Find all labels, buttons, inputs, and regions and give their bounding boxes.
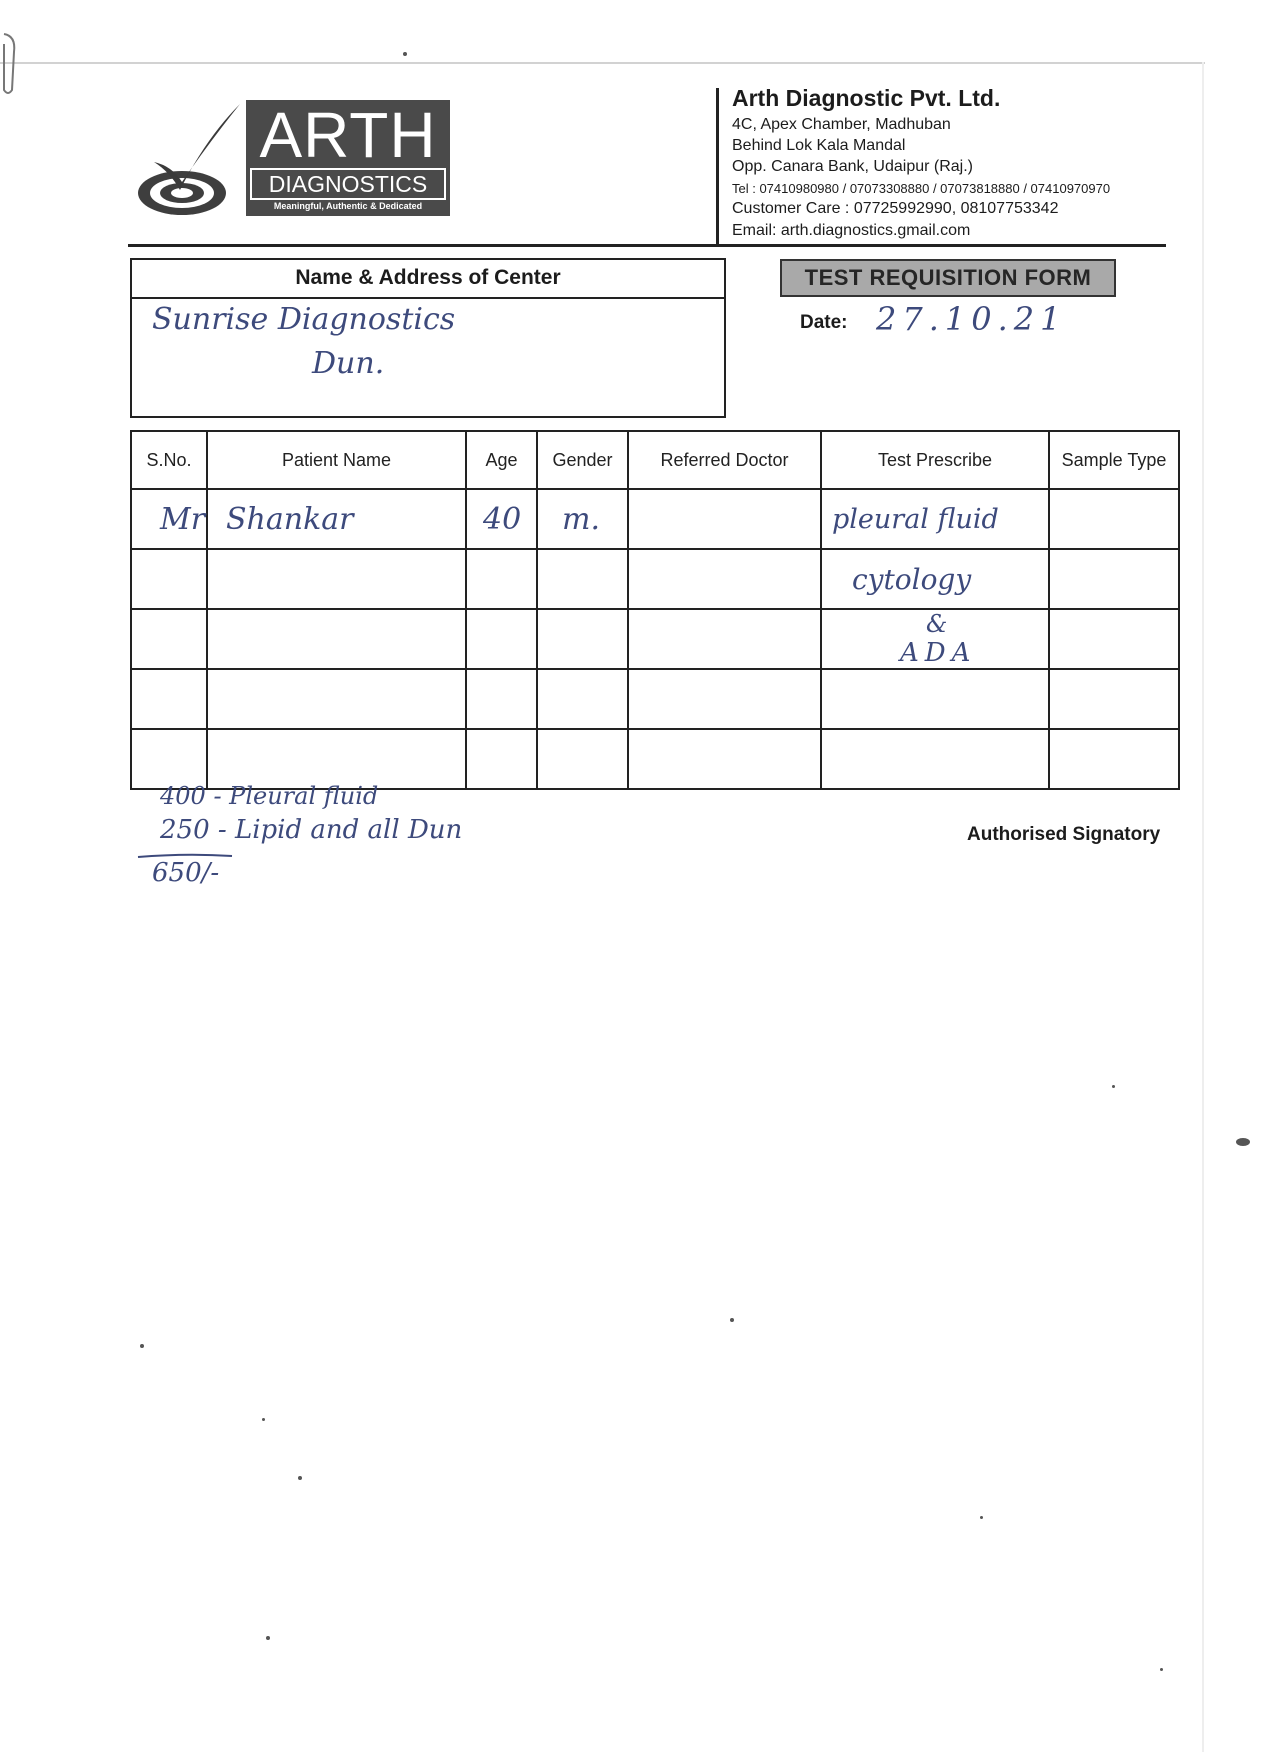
scan-speck xyxy=(403,52,407,56)
table-row xyxy=(131,549,1179,609)
table-row xyxy=(131,669,1179,729)
company-name: Arth Diagnostic Pvt. Ltd. xyxy=(732,85,1001,111)
form-title: TEST REQUISITION FORM xyxy=(780,259,1116,297)
table-row xyxy=(131,609,1179,669)
column-header-age: Age xyxy=(466,431,537,489)
cell-gender xyxy=(537,729,628,789)
cell-test-prescribe: pleural fluid xyxy=(821,489,1049,549)
scan-speck xyxy=(1236,1138,1250,1146)
note-total-handwritten: 650/- xyxy=(152,858,220,888)
customer-care-numbers: Customer Care : 07725992990, 08107753342 xyxy=(732,200,1059,217)
scan-speck xyxy=(1160,1668,1163,1671)
cell-sample-type xyxy=(1049,609,1179,669)
cell-test-prescribe: cytology xyxy=(821,549,1049,609)
cell-sample-type xyxy=(1049,669,1179,729)
center-label: Name & Address of Center xyxy=(132,260,724,299)
cell-sno xyxy=(131,669,207,729)
date-value-handwritten: 27.10.21 xyxy=(876,300,1067,338)
note-line-2-handwritten: 250 - Lipid and all Dun xyxy=(160,815,463,845)
cell-gender: m. xyxy=(537,489,628,549)
cell-gender xyxy=(537,549,628,609)
cell-sample-type xyxy=(1049,549,1179,609)
authorised-signatory-label: Authorised Signatory xyxy=(967,824,1161,845)
cell-sample-type xyxy=(1049,729,1179,789)
scan-speck xyxy=(266,1636,270,1640)
column-header-gender: Gender xyxy=(537,431,628,489)
cell-referred-doctor xyxy=(628,609,821,669)
address-line-3: Opp. Canara Bank, Udaipur (Raj.) xyxy=(732,158,973,175)
scan-speck xyxy=(1112,1085,1115,1088)
cell-gender xyxy=(537,609,628,669)
column-header-patient-name: Patient Name xyxy=(207,431,466,489)
requisition-table xyxy=(130,430,1180,790)
table-header-row xyxy=(131,431,1179,489)
telephone-numbers: Tel : 07410980980 / 07073308880 / 07073818880 / 07410970970 xyxy=(732,181,1111,196)
cell-age xyxy=(466,609,537,669)
center-city-handwritten: Dun. xyxy=(312,346,385,381)
cell-patient-name xyxy=(207,669,466,729)
table-row xyxy=(131,489,1179,549)
company-email: Email: arth.diagnostics.gmail.com xyxy=(732,222,971,239)
column-header-sample-type: Sample Type xyxy=(1049,431,1179,489)
target-check-icon xyxy=(136,98,256,220)
sheet-top-edge xyxy=(0,62,1205,64)
cell-referred-doctor xyxy=(628,549,821,609)
cell-age xyxy=(466,549,537,609)
logo-tagline: Meaningful, Authentic & Dedicated xyxy=(273,201,423,211)
center-name-handwritten: Sunrise Diagnostics xyxy=(152,302,456,337)
cell-patient-name xyxy=(207,729,466,789)
logo-subtitle: DIAGNOSTICS xyxy=(250,168,446,200)
address-line-2: Behind Lok Kala Mandal xyxy=(732,137,906,154)
cell-test-prescribe xyxy=(821,669,1049,729)
cell-test-prescribe xyxy=(821,729,1049,789)
cell-sno xyxy=(131,729,207,789)
address-line-1: 4C, Apex Chamber, Madhuban xyxy=(732,116,951,133)
header-rule xyxy=(128,244,1166,247)
column-header-referred-doctor: Referred Doctor xyxy=(628,431,821,489)
date-label: Date: xyxy=(800,312,848,333)
cell-referred-doctor xyxy=(628,729,821,789)
scan-speck xyxy=(730,1318,734,1322)
cell-age xyxy=(466,729,537,789)
cell-patient-name xyxy=(207,549,466,609)
scan-speck xyxy=(298,1476,302,1480)
column-header-sno: S.No. xyxy=(131,431,207,489)
cell-age xyxy=(466,669,537,729)
center-address-box xyxy=(130,258,726,418)
cell-referred-doctor xyxy=(628,669,821,729)
cell-sno xyxy=(131,609,207,669)
cell-sno xyxy=(131,549,207,609)
sheet-right-edge xyxy=(1202,62,1204,1752)
company-logo xyxy=(136,98,456,220)
cell-gender xyxy=(537,669,628,729)
scan-speck xyxy=(262,1418,265,1421)
table-row xyxy=(131,729,1179,789)
column-header-test-prescribe: Test Prescribe xyxy=(821,431,1049,489)
cell-referred-doctor xyxy=(628,489,821,549)
scan-speck xyxy=(140,1344,144,1348)
note-line-1-handwritten: 400 - Pleural fluid xyxy=(160,782,379,810)
logo-wordmark: ARTH xyxy=(259,99,437,171)
cell-test-prescribe: & ADA xyxy=(821,609,1049,669)
cell-age: 40 xyxy=(466,489,537,549)
cell-patient-name xyxy=(207,609,466,669)
scan-speck xyxy=(980,1516,983,1519)
header-divider xyxy=(716,88,719,246)
cell-sample-type xyxy=(1049,489,1179,549)
cell-sno: Mr xyxy=(131,489,207,549)
cell-patient-name: Shankar xyxy=(207,489,466,549)
paper-clip-icon xyxy=(0,30,22,100)
